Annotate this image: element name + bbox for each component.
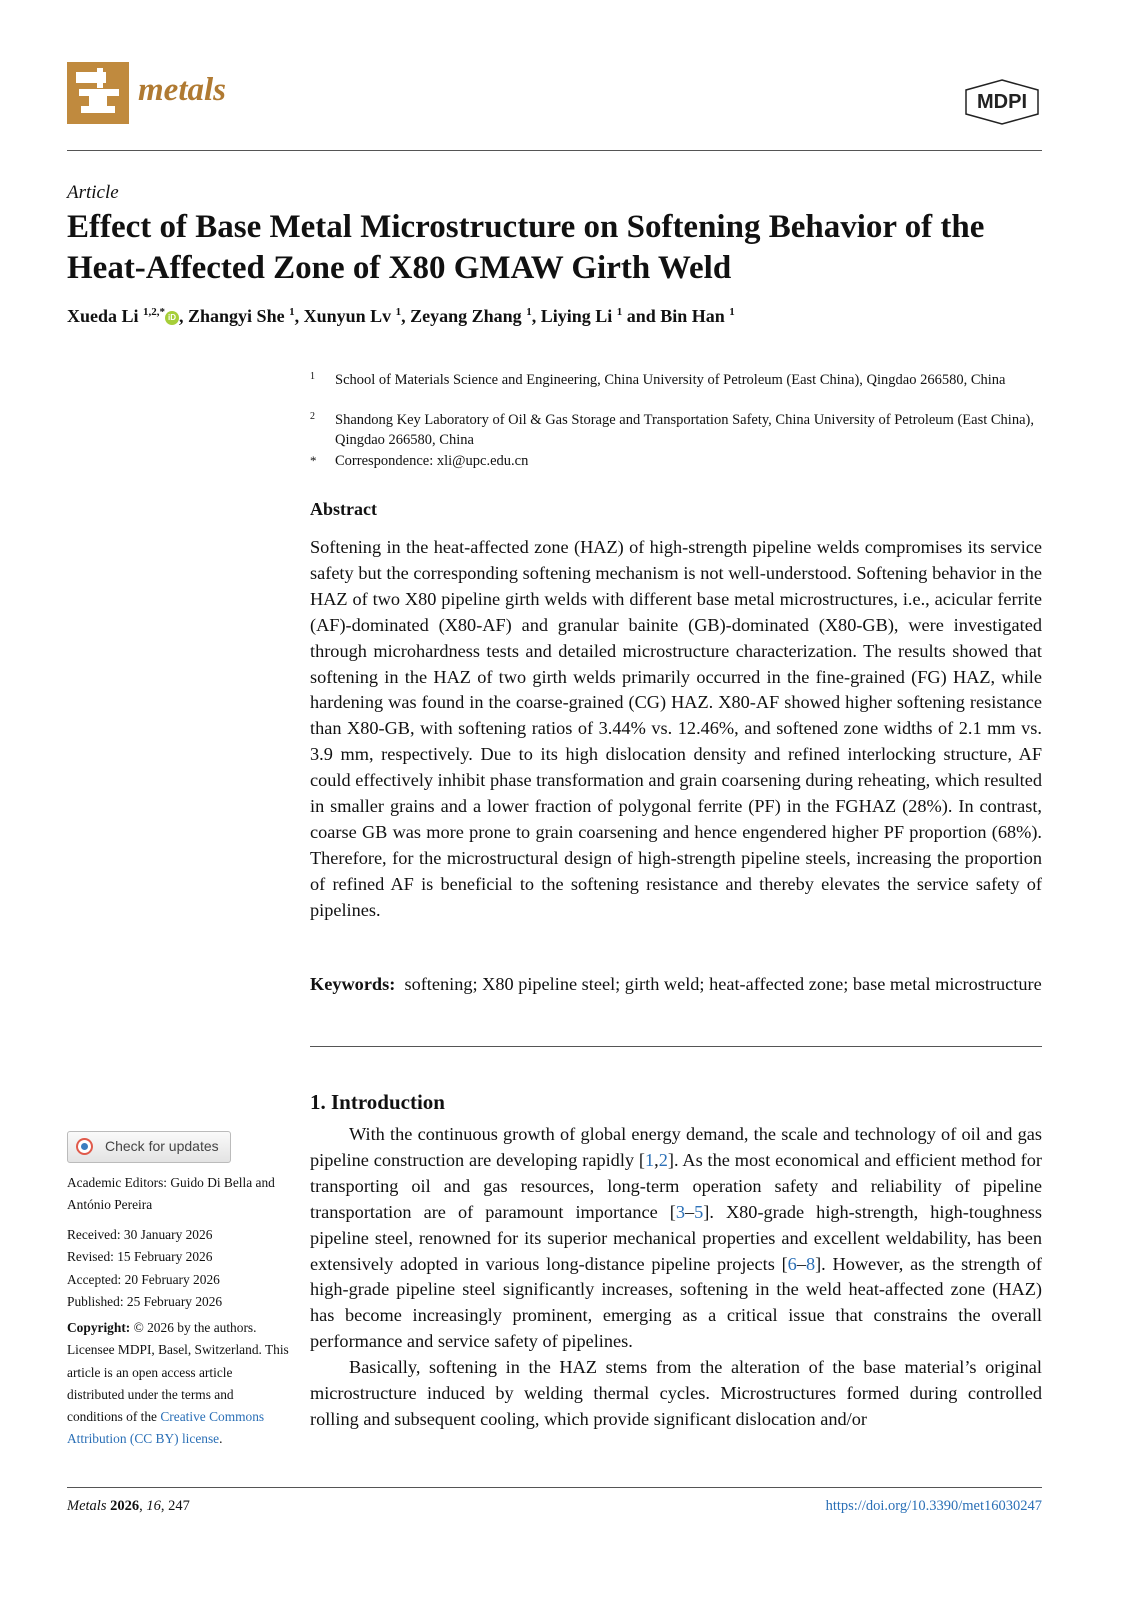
copyright-end: . — [219, 1431, 223, 1447]
author-name: Zhangyi She — [188, 306, 285, 326]
citation-link[interactable]: 3 — [675, 1201, 685, 1222]
author-affil: 1 — [729, 306, 735, 318]
article-title: Effect of Base Metal Microstructure on Softening Behavior of the Heat-Affected Zone of X80 GMAW Girth Weld — [67, 209, 985, 286]
citation-link[interactable]: 5 — [694, 1201, 704, 1222]
journal-logo — [67, 62, 129, 124]
intro-text: ]. However, as the strength of high-grade pipeline steel significantly increases, softening in the weld heat-affected zone (HAZ) has become increasingly prominent, emerging as a critical issue that constrains the overall performance and service safety of pipelines. — [310, 1253, 1042, 1352]
affiliation-text: School of Materials Science and Engineering, China University of Petroleum (East China), Qingdao 266580, China — [335, 372, 1006, 388]
keywords-text: softening; X80 pipeline steel; girth weld; heat-affected zone; base metal microstructure — [404, 974, 1042, 994]
journal-name: metals — [138, 72, 226, 108]
doi-link[interactable]: https://doi.org/10.3390/met16030247 — [825, 1498, 1042, 1514]
author-affil: 1 — [526, 306, 532, 318]
abstract-heading: Abstract — [310, 499, 377, 519]
abstract-divider — [310, 1046, 1042, 1047]
footer-divider — [67, 1487, 1042, 1488]
published-date: Published: 25 February 2026 — [67, 1293, 223, 1309]
footer-year: 2026 — [110, 1498, 140, 1514]
intro-text: With the continuous growth of global energy demand, the scale and technology of oil and gas pipeline construction are developing rapidly [ — [310, 1124, 1042, 1170]
intro-paragraph-1 — [310, 1122, 1042, 1355]
article-type: Article — [67, 182, 119, 203]
copyright-label: Copyright: — [67, 1320, 131, 1335]
accepted-date: Accepted: 20 February 2026 — [67, 1271, 220, 1287]
revised-date: Revised: 15 February 2026 — [67, 1249, 213, 1265]
copyright-notice — [67, 1317, 292, 1451]
author-name: Bin Han — [660, 306, 725, 326]
author-name: Xueda Li — [67, 306, 139, 326]
copyright-text: © 2026 by the authors. Licensee MDPI, Basel, Switzerland. This article is an open access article distributed under the terms and conditions of the — [67, 1320, 289, 1425]
intro-text: , — [654, 1149, 659, 1170]
keywords-label: Keywords: — [310, 974, 396, 994]
author-affil: 1 — [395, 306, 402, 318]
introduction-body — [310, 1122, 1042, 1433]
orcid-icon[interactable]: iD — [165, 311, 179, 325]
author-name: Liying Li — [540, 306, 613, 326]
author-affil: 1 — [289, 306, 295, 318]
correspondence — [310, 451, 1050, 471]
author-affil: 1 — [616, 306, 623, 318]
affiliation-2 — [310, 410, 1050, 450]
anvil-hammer-icon — [67, 62, 129, 124]
author-list: Xueda Li $^{1,2,*}$ iD , Zhangyi She $^1$, Xunyun Lv $^1$, Zeyang Zhang $^1$, Liying Li $^1$ and Bin Han $^1$ — [67, 306, 735, 326]
section-heading-introduction: 1. Introduction — [310, 1090, 445, 1114]
received-date: Received: 30 January 2026 — [67, 1227, 213, 1242]
intro-paragraph-2: Basically, softening in the HAZ stems from the alteration of the base material’s original microstructure induced by welding thermal cycles. Microstructures formed during controlled rolling and subsequent cooling, which provide significant dislocation and/or — [310, 1357, 1042, 1429]
publication-dates — [67, 1224, 292, 1313]
authors-and: and — [626, 306, 656, 326]
mdpi-logo-text: MDPI — [977, 91, 1027, 113]
author-affil: 1,2,* — [143, 306, 166, 318]
check-for-updates-button[interactable] — [67, 1131, 231, 1163]
abstract-text: Softening in the heat-affected zone (HAZ) of high-strength pipeline welds compromises its service safety but the corresponding softening mechanism is not well-understood. Softening behavior in the HAZ of two X80 pipeline girth welds with different base metal microstructures, i.e., acicular ferrite (AF)-dominated (X80-AF) and granular bainite (GB)-dominated (X80-GB), were investigated through microhardness tests and detailed microstructure characterization. The results showed that softening in the HAZ of two girth welds primarily occurred in the fine-grained (FG) HAZ, while hardening was found in the coarse-grained (CG) HAZ. X80-AF showed higher softening resistance than X80-GB, with softening ratios of 3.44% vs. 12.46%, and softened zone widths of 2.1 mm vs. 3.9 mm, respectively. Due to its high dislocation density and refined interlocking structure, AF could effectively inhibit phase transformation and grain coarsening during reheating, which resulted in smaller grains and a lower fraction of polygonal ferrite (PF) in the FGHAZ (28%). In contrast, coarse GB was more prone to grain coarsening and hence engendered higher PF proportion (68%). Therefore, for the microstructural design of high-strength pipeline steels, increasing the proportion of refined AF is beneficial to the softening resistance and thereby elevates the service safety of pipelines. — [310, 537, 1042, 920]
author-name: Xunyun Lv — [303, 306, 392, 326]
citation-link[interactable]: 2 — [658, 1149, 668, 1170]
intro-text: ]. X80-grade high-strength, high-toughness pipeline steel, renowned for its superior mechanical properties and excellent weldability, has been extensively adopted in various long-distance pipeline projects [ — [310, 1201, 1042, 1274]
academic-editors: Academic Editors: Guido Di Bella and António Pereira — [67, 1175, 275, 1213]
citation-link[interactable]: 8 — [805, 1253, 816, 1274]
correspondence-mark: * — [310, 453, 317, 468]
crossmark-icon — [76, 1138, 93, 1155]
affiliation-text: Shandong Key Laboratory of Oil & Gas Storage and Transportation Safety, China University of Petroleum (East China), Qingdao 266580, China — [335, 412, 1034, 448]
citation-link[interactable]: 1 — [645, 1149, 655, 1170]
intro-text: ]. As the most economical and efficient method for transporting oil and gas resources, long-term operation safety and reliability of pipeline transportation are of paramount importance [ — [310, 1149, 1042, 1222]
citation-link[interactable]: 6 — [787, 1253, 797, 1274]
author-name: Zeyang Zhang — [410, 306, 522, 326]
footer-volume: 16 — [146, 1498, 161, 1514]
citation-info: Metals 2026, 16, 247 — [67, 1498, 190, 1514]
keywords — [310, 971, 1042, 997]
intro-text: – — [796, 1253, 806, 1274]
affiliation-mark: 1 — [310, 371, 315, 382]
header-divider — [67, 150, 1042, 151]
footer-article-no: 247 — [168, 1498, 190, 1514]
affiliation-1 — [310, 370, 1050, 390]
correspondence-text: Correspondence: xli@upc.edu.cn — [335, 453, 529, 469]
footer-journal: Metals — [67, 1498, 107, 1514]
intro-text: – — [684, 1201, 695, 1222]
affiliation-mark: 2 — [310, 411, 315, 422]
license-link[interactable]: Creative Commons Attribution (CC BY) license — [67, 1409, 265, 1447]
check-for-updates-label: Check for updates — [105, 1138, 219, 1154]
mdpi-logo — [963, 78, 1041, 126]
